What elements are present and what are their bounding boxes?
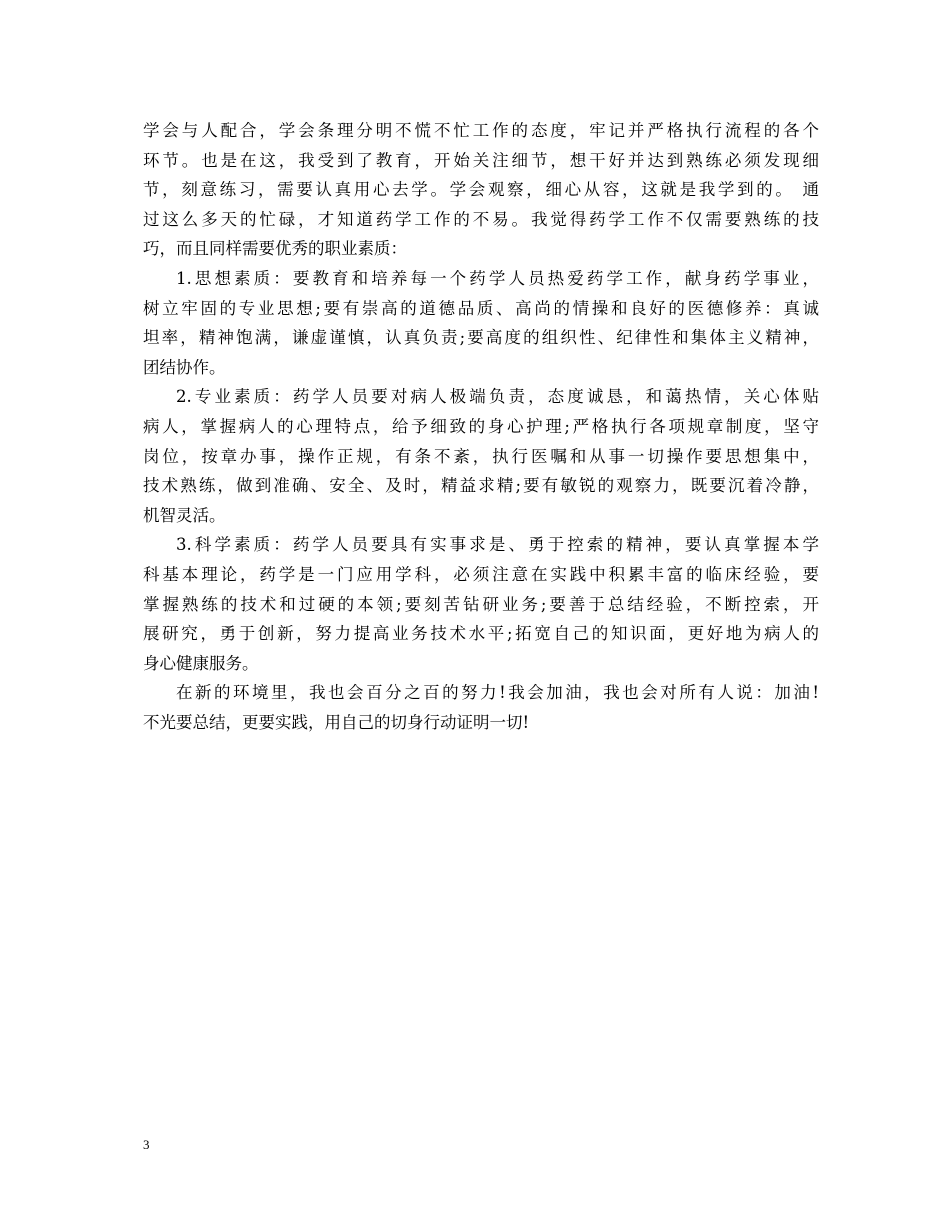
paragraph-professional-quality	[143, 382, 819, 530]
text-line: 1.思想素质：要教育和培养每一个药学人员热爱药学工作，献身药学事业，	[176, 268, 819, 288]
page-number: 3	[143, 1137, 150, 1152]
paragraph-closing	[143, 678, 819, 737]
text-line: 树立牢固的专业思想;要有崇高的道德品质、高尚的情操和良好的医德修养：真诚	[143, 298, 819, 318]
text-line: 3.科学素质：药学人员要具有实事求是、勇于控索的精神，要认真掌握本学	[176, 535, 819, 555]
text-line: 掌握熟练的技术和过硬的本领;要刻苦钻研业务;要善于总结经验，不断控索，开	[143, 594, 819, 614]
text-line: 过这么多天的忙碌，才知道药学工作的不易。我觉得药学工作不仅需要熟练的技	[143, 209, 819, 229]
text-line: 技术熟练，做到准确、安全、及时，精益求精;要有敏锐的观察力，既要沉着冷静，	[143, 476, 819, 496]
text-line: 团结协作。	[143, 357, 226, 377]
text-line: 不光要总结，更要实践，用自己的切身行动证明一切!	[143, 712, 530, 732]
text-line: 节，刻意练习，需要认真用心去学。学会观察，细心从容，这就是我学到的。 通	[143, 180, 819, 200]
text-line: 巧，而且同样需要优秀的职业素质：	[143, 239, 407, 259]
paragraph-ideological-quality	[143, 264, 819, 382]
text-line: 身心健康服务。	[143, 653, 259, 673]
text-line: 学会与人配合，学会条理分明不慌不忙工作的态度，牢记并严格执行流程的各个	[143, 121, 819, 140]
text-line: 展研究，勇于创新，努力提高业务技术水平;拓宽自己的知识面，更好地为病人的	[143, 624, 819, 644]
text-line: 科基本理论，药学是一门应用学科，必须注意在实践中积累丰富的临床经验，要	[143, 564, 819, 584]
text-line: 岗位，按章办事，操作正规，有条不紊，执行医嘱和从事一切操作要思想集中，	[143, 446, 819, 466]
text-line: 2.专业素质：药学人员要对病人极端负责，态度诚恳，和蔼热情，关心体贴	[176, 387, 819, 407]
text-line: 病人，掌握病人的心理特点，给予细致的身心护理;严格执行各项规章制度，坚守	[143, 416, 819, 436]
text-line: 在新的环境里，我也会百分之百的努力!我会加油，我也会对所有人说：加油!	[176, 683, 819, 703]
text-line: 环节。也是在这，我受到了教育，开始关注细节，想干好并达到熟练必须发现细	[143, 150, 819, 170]
text-line: 机智灵活。	[143, 505, 226, 525]
paragraph-scientific-quality	[143, 530, 819, 678]
document-body	[143, 116, 819, 737]
text-line: 坦率，精神饱满，谦虚谨慎，认真负责;要高度的组织性、纪律性和集体主义精神，	[143, 328, 819, 348]
paragraph-reflection	[143, 116, 819, 264]
